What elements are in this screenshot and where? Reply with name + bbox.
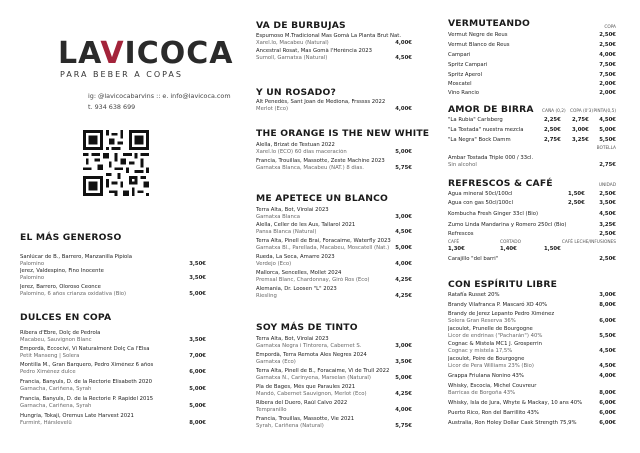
list-item: Jacoulot, Poire de Bourgogne Licor de Pera Williams 23% (Bio) 4,50€ (448, 356, 616, 369)
list-item: Hungría, Tokaji, Oremus Late Harvest 2021 Furmint, Hárslevelü 8,00€ (20, 413, 206, 426)
logo-left: LA (58, 36, 101, 71)
list-item: Jerez, Barrero, Oloroso Ceonce Palomino, 6 años crianza oxidativa (Bio) 5,00€ (20, 284, 206, 297)
list-item: Espumoso M.Tradicional Mas Gomà La Planta Brut Nat. Xarel.lo, Macabeu (Natural) 4,00€ (256, 33, 412, 46)
list-item: Ambar Tostada Triple 000 / 33cl. Sin alcohol 2,75€ (448, 155, 616, 168)
contact-line-1: ig: @lavicocabarvins :: e. info@lavicoca.com (88, 92, 231, 100)
list-item: Terra Alta, Pinell de Brai, Foracaime, Waterfly 2023 Garnatxa Bl., Parellada, Macabeu, Moscatell (Nat.) 5,00€ (256, 238, 412, 251)
list-item: Ancestral Rosat, Mas Gomà l'Herència 2023 Sumoll, Garnatxa (Natural) 4,50€ (256, 48, 412, 61)
section-title-orange: THE ORANGE IS THE NEW WHITE (256, 128, 430, 139)
section-title-rosado: Y UN ROSADO? (256, 87, 336, 98)
list-item: Francia, Trouillas, Massotte, Vie 2021 Syrah, Cariñena (Natural) 5,75€ (256, 416, 412, 429)
list-item: Terra Alta, Bot, Vírolai 2023 Garnatxa Blanca 3,00€ (256, 207, 412, 220)
section-title-vermut: VERMUTEANDO (448, 18, 531, 29)
list-item: Jerez, Valdespino, Fino Inocente Palomino 3,50€ (20, 268, 206, 281)
list-item: Alella, Celler de les Aus, Tallarol 2021 Pansa Blanca (Natural) 4,50€ (256, 222, 412, 235)
section-title-blanco: ME APETECE UN BLANCO (256, 193, 389, 204)
contact-info (88, 91, 231, 113)
section-title-licor: CON ESPÍRITU LIBRE (448, 279, 558, 290)
section-title-dulces: DULCES EN COPA (20, 312, 112, 323)
column-header: COPA (604, 25, 616, 30)
section-title-birra: AMOR DE BIRRA (448, 104, 534, 115)
list-item: Alella, Brizat de Testuan 2022 Xarel.lo (ECO) 60 días maceración 5,00€ (256, 142, 412, 155)
list-item: Montilla M., Gran Barquero, Pedro Ximénez 6 años Pedro Ximénez dulce 6,00€ (20, 362, 206, 375)
list-item: Terra Alta, Pinell de B., Foracaime, Vi de Trull 2022 Garnatxa N., Carinyena, Marselan (Natural) 5,00€ (256, 368, 412, 381)
list-item: Whisky, Escocia, Michel Couvreur Barricas de Borgoña 43% 8,00€ (448, 383, 616, 396)
list-item: Terra Alta, Bot, Vírolai 2023 Garnatxa Negra i Tintorera, Cabernet S. 3,00€ (256, 336, 412, 349)
column-header: CAÑA (0,2) (542, 109, 566, 114)
column-header: CORTADO (500, 240, 521, 245)
list-item: Francia, Banyuls, D. de la Rectorie Elisabeth 2020 Garnacha, Cariñena, Syrah 5,00€ (20, 379, 206, 392)
logo-wine-glass: V (100, 36, 125, 71)
contact-line-2: t. 934 638 699 (88, 103, 136, 111)
list-item: Ribera del Duero, Raúl Calvo 2022 Tempranillo 4,00€ (256, 400, 412, 413)
column-header: CAFÉ (448, 240, 460, 245)
tagline: PARA BEBER A COPAS (60, 70, 183, 79)
column-header: PINTA(0,5) (593, 109, 616, 114)
list-item: Empordà, Eccociví, Vi Naturalment Dolç Ca l'Elsa Petit Manseng | Solera 7,00€ (20, 346, 206, 359)
section-title-refrescos: REFRESCOS & CAFÉ (448, 178, 553, 189)
section-title-generoso: EL MÁS GENEROSO (20, 232, 122, 243)
list-item: Jacoulot, Prunelle de Bourgogne Licor de endrinas ("Pacharán") 40% 5,50€ (448, 326, 616, 339)
column-header: COPA (0'3) (570, 109, 594, 114)
column-header: UNIDAD (598, 183, 616, 188)
qr-code[interactable] (80, 127, 152, 199)
section-title-tinto: SOY MÁS DE TINTO (256, 322, 358, 333)
list-item: Sanlúcar de B., Barrero, Manzanilla Pipiola Palomino 3,50€ (20, 254, 206, 267)
column-header: CAFÉ LECHE/INFUSIONES (561, 240, 616, 245)
menu-page: LAVICOCA PARA BEBER A COPAS ig: @lavicocabarvins :: e. info@lavicoca.com t. 934 638 699 EL MÁS GENEROSO Sanlúcar de B., Barrero, Manzanilla Pipiola Palomino 3,50€ Jerez, Valdespino, Fino Inocente Palomino 3,50€ Jerez, Barrero, Oloroso Ceonce Palomino, 6 años crianza oxidativa (Bio) 5,00€ DULCES EN COPA Ribera d'Ebre, Dolç de Pedrola Macabeu, Sauvignon Blanc 3,50€ Empordà, Eccociví, Vi Naturalment Dolç Ca l'Elsa Petit Manseng | Solera 7,00€ Montilla M., Gran Barquero, Pedro Ximénez 6 años Pedro Ximénez dulce 6,00€ Francia, Banyuls, D. de la Rectorie Elisabeth 2020 Garnacha, Cariñena, Syrah 5,00€ Francia, Banyuls, D. de la Rectorie P. Rapidel 2015 Garnacha, Cariñena, Syrah 5,00€ Hungría, Tokaji, Oremus Late Harvest 2021 Furmint, Hárslevelü 8,00€ VA DE BURBUJAS Espumoso M.Tradicional Mas Gomà La Planta Brut Nat. Xarel.lo, Macabeu (Natural) 4,00€ Ancestral Rosat, Mas Gomà l'Herència 2023 Sumoll, Garnatxa (Natural) 4,50€ Y UN ROSADO? Alt Penedès, Sant Joan de Mediona, Frsssss 2022 Merlot (Eco) 4,00€ THE ORANGE IS THE NEW WHITE Alella, Brizat de Testuan 2022 Xarel.lo (ECO) 60 días maceración 5,00€ Francia, Trouillas, Massotte, Zeste Machine 2023 Garnatxa Blanca, Macabeu (NAT.) 8 días. 5,75€ ME APETECE UN BLANCO Terra Alta, Bot, Vírolai 2023 Garnatxa Blanca 3,00€ Alella, Celler de les Aus, Tallarol 2021 Pansa Blanca (Natural) 4,50€ Terra Alta, Pinell de Brai, Foracaime, Waterfly 2023 Garnatxa Bl., Parellada, Macabeu, Moscatell (Nat.) 5,00€ Rueda, La Seca, Amarre 2023 Verdejo (Eco) 4,00€ Mallorca, Sencelles, Mollet 2024 Premsal Blanc, Chardonnay, Giró Ros (Eco) 4,25€ Alemania, Dr. Loosen "L" 2023 Riesling 4,25€ SOY MÁS DE TINTO Terra Alta, Bot, Vírolai 2023 Garnatxa Negra i Tintorera, Cabernet S. 3,00€ Empordà, Terra Remota Ales Negres 2024 Garnatxa (Eco) 3,50€ Terra Alta, Pinell de B., Foracaime, Vi de Trull 2022 Garnatxa N., Carinyena, Marselan (Natural) 5,00€ Pla de Bages, Més que Paraules 2021 Mandó, Cabernet Sauvignon, Merlot (Eco) 4,25€ Ribera del Duero, Raúl Calvo 2022 Tempranillo 4,00€ Francia, Trouillas, Massotte, Vie 2021 Syrah, Cariñena (Natural) 5,75€ VERMUTEANDO COPA Vermut Negre de Reus 2,50€ Vermut Blanco de Reus 2,50€ Campari 4,00€ Spritz Campari 7,50€ Spritz Aperol 7,50€ Moscatel 2,00€ Vino Rancio 2,00€ AMOR DE BIRRA CAÑA (0,2) COPA (0'3) PINTA(0,5) "La Rubia" Carlsberg 2,25€ 2,75€ 4,50€ "La Tostada" nuestra mezcla 2,50€ 3,00€ 5,00€ "La Negra" Bock Damm 2,75€ 3,25€ 5,50€ BOTELLA Ambar Tostada Triple 000 / 33cl. Sin alcohol 2,75€ REFRESCOS & CAFÉ UNIDAD Agua mineral 50cl/100cl 1,50€ 2,50€ Agua con gas 50cl/100cl 2,50€ 3,50€ Kombucha Fresh Ginger 33cl (Bio) 4,50€ Zumo Linda Mandarina y Romero 250cl (Bio) 3,25€ Refrescos 2,50€ CAFÉ CORTADO CAFÉ LECHE/INFUSIONES 1,30€ 1,40€ 1,50€ Carajillo "del barri" 2,50€ CON ESPÍRITU LIBRE Ratafía Russet 20% 3,00€ Brandy Vilafranca P. Mascaró XO 40% 8,00€ Brandy de Jerez Lepanto Pedro Ximénez Solera Gran Reserva 36% 6,00€ Jacoulot, Prunelle de Bourgogne Licor de endrinas ("Pacharán") 40% 5,50€ Cognac & Mistela MC1 J. Grosperrin Cognac y mistela 17,5% 4,50€ Jacoulot, Poire de Bourgogne Licor de Pera Williams 23% (Bio) 4,50€ Grappa Friulana Nonino 43% 4,00€ Whisky, Escocia, Michel Couvreur Barricas de Borgoña 43% 8,00€ Whisky, Isla de Jura, Whyte & Mackay, 10 ans 40% 6,00€ Puerto Rico, Ron del Barrillito 43% 6,00€ Australia, Ron Holey Dollar Cask Strength 75,9% 6,00€ (20, 18, 616, 429)
list-item: Rueda, La Seca, Amarre 2023 Verdejo (Eco) 4,00€ (256, 254, 412, 267)
list-item: Mallorca, Sencelles, Mollet 2024 Premsal Blanc, Chardonnay, Giró Ros (Eco) 4,25€ (256, 270, 412, 283)
section-title-burbujas: VA DE BURBUJAS (256, 20, 346, 31)
list-item: Pla de Bages, Més que Paraules 2021 Mandó, Cabernet Sauvignon, Merlot (Eco) 4,25€ (256, 384, 412, 397)
list-item: Alt Penedès, Sant Joan de Mediona, Frsssss 2022 Merlot (Eco) 4,00€ (256, 99, 412, 112)
list-item: Alemania, Dr. Loosen "L" 2023 Riesling 4,25€ (256, 286, 412, 299)
list-item: Cognac & Mistela MC1 J. Grosperrin Cognac y mistela 17,5% 4,50€ (448, 341, 616, 354)
column-header: BOTELLA (596, 146, 616, 151)
list-item: Ribera d'Ebre, Dolç de Pedrola Macabeu, Sauvignon Blanc 3,50€ (20, 330, 206, 343)
list-item: Empordà, Terra Remota Ales Negres 2024 Garnatxa (Eco) 3,50€ (256, 352, 412, 365)
list-item: Francia, Trouillas, Massotte, Zeste Machine 2023 Garnatxa Blanca, Macabeu (NAT.) 8 días. 5,75€ (256, 158, 412, 171)
list-item: Francia, Banyuls, D. de la Rectorie P. Rapidel 2015 Garnacha, Cariñena, Syrah 5,00€ (20, 396, 206, 409)
list-item: Brandy de Jerez Lepanto Pedro Ximénez Solera Gran Reserva 36% 6,00€ (448, 311, 616, 324)
logo (58, 36, 234, 72)
logo-right: ICOCA (124, 36, 234, 71)
